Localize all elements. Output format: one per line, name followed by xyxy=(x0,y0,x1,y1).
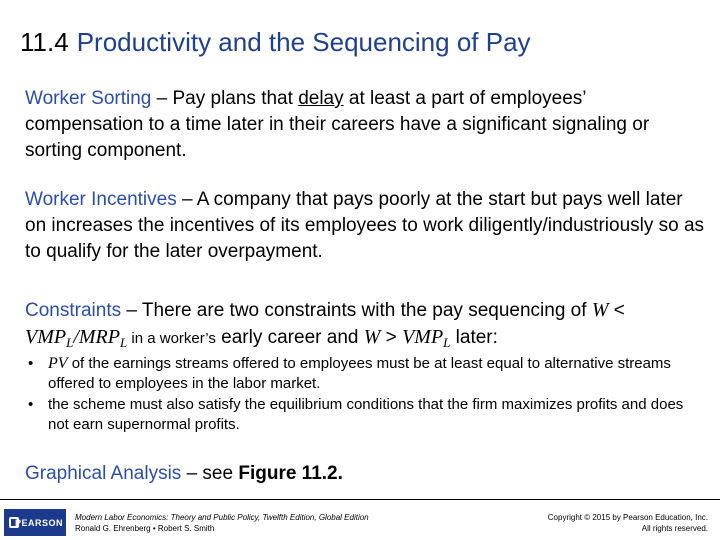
worker-incentives-text: – A company that pays poorly at the start but pays well later on increases the incentives of its employees to work diligently/industriously so as to qualify for the later overpayment. xyxy=(25,189,705,262)
bullet-icon: • xyxy=(28,396,34,413)
constraints-label: Constraints xyxy=(25,300,122,321)
bullet-text: the scheme must also satisfy the equilibrium conditions that the firm maximizes profits and does not earn supernormal profits. xyxy=(48,396,684,433)
worker-sorting-dash: – xyxy=(151,88,173,109)
worker-sorting-text-before: Pay plans that xyxy=(172,88,299,109)
list-item xyxy=(26,395,696,435)
pv-symbol: PV xyxy=(48,355,68,372)
footer-book-info xyxy=(75,512,369,534)
bullet-text: of the earnings streams offered to employees must be at least equal to alternative streams offered to employees in the labor market. xyxy=(48,355,671,392)
worker-sorting-text-after: at least a part of employees’ compensation to a time later in their careers have a significant signaling or sorting component. xyxy=(25,88,650,161)
graphical-analysis-paragraph xyxy=(25,461,705,487)
title-text: Productivity and the Sequencing of Pay xyxy=(76,27,531,57)
graphical-analysis-text: – see xyxy=(181,463,239,484)
vmp-text: VMP xyxy=(25,326,67,348)
vmp-subscript: L xyxy=(66,335,74,350)
section-number: 11.4 xyxy=(20,27,69,57)
footer-copyright-line: Copyright © 2015 by Pearson Education, Inc. xyxy=(547,513,708,522)
worker-sorting-label: Worker Sorting xyxy=(25,88,152,109)
greater-than-symbol: > xyxy=(380,327,403,348)
mrp-text: MRP xyxy=(78,326,120,348)
pearson-logo-icon xyxy=(9,517,19,528)
early-career-text: early career and xyxy=(215,327,364,348)
constraint-wage-symbol: W xyxy=(591,299,609,321)
constraints-bullet-list xyxy=(26,354,696,436)
later-vmp-subscript: L xyxy=(443,335,451,350)
mrp-subscript: L xyxy=(119,335,128,350)
worker-sorting-underlined-word: delay xyxy=(298,88,344,109)
worker-incentives-label: Worker Incentives xyxy=(25,189,177,210)
less-than-symbol: < xyxy=(608,300,625,321)
footer-authors: Ronald G. Ehrenberg • Robert S. Smith xyxy=(75,524,215,533)
slide-title xyxy=(20,26,710,58)
pearson-logo xyxy=(4,509,66,536)
slash-symbol: / xyxy=(73,326,79,348)
footer-book-title: Modern Labor Economics: Theory and Public Policy, Twelfth Edition, Global Edition xyxy=(75,513,369,522)
constraints-paragraph xyxy=(25,297,705,352)
later-text: later: xyxy=(450,327,498,348)
figure-reference: Figure 11.2. xyxy=(238,463,343,484)
constraints-text: – There are two constraints with the pay sequencing of xyxy=(121,300,592,321)
vmp-symbol xyxy=(25,326,127,348)
worker-sorting-paragraph xyxy=(25,86,705,164)
footer-rights-line: All rights reserved. xyxy=(641,524,708,533)
later-vmp-text: VMP xyxy=(402,326,444,348)
pearson-logo-text: PEARSON xyxy=(14,517,63,528)
footer-divider xyxy=(0,499,720,500)
footer-copyright xyxy=(548,512,708,534)
bullet-icon: • xyxy=(28,355,34,372)
list-item xyxy=(26,354,696,394)
in-a-workers-text: in a worker’s xyxy=(127,330,216,347)
graphical-analysis-label: Graphical Analysis xyxy=(25,463,182,484)
later-wage-symbol: W xyxy=(363,326,381,348)
worker-incentives-paragraph xyxy=(25,187,705,265)
later-vmp-symbol xyxy=(402,326,450,348)
